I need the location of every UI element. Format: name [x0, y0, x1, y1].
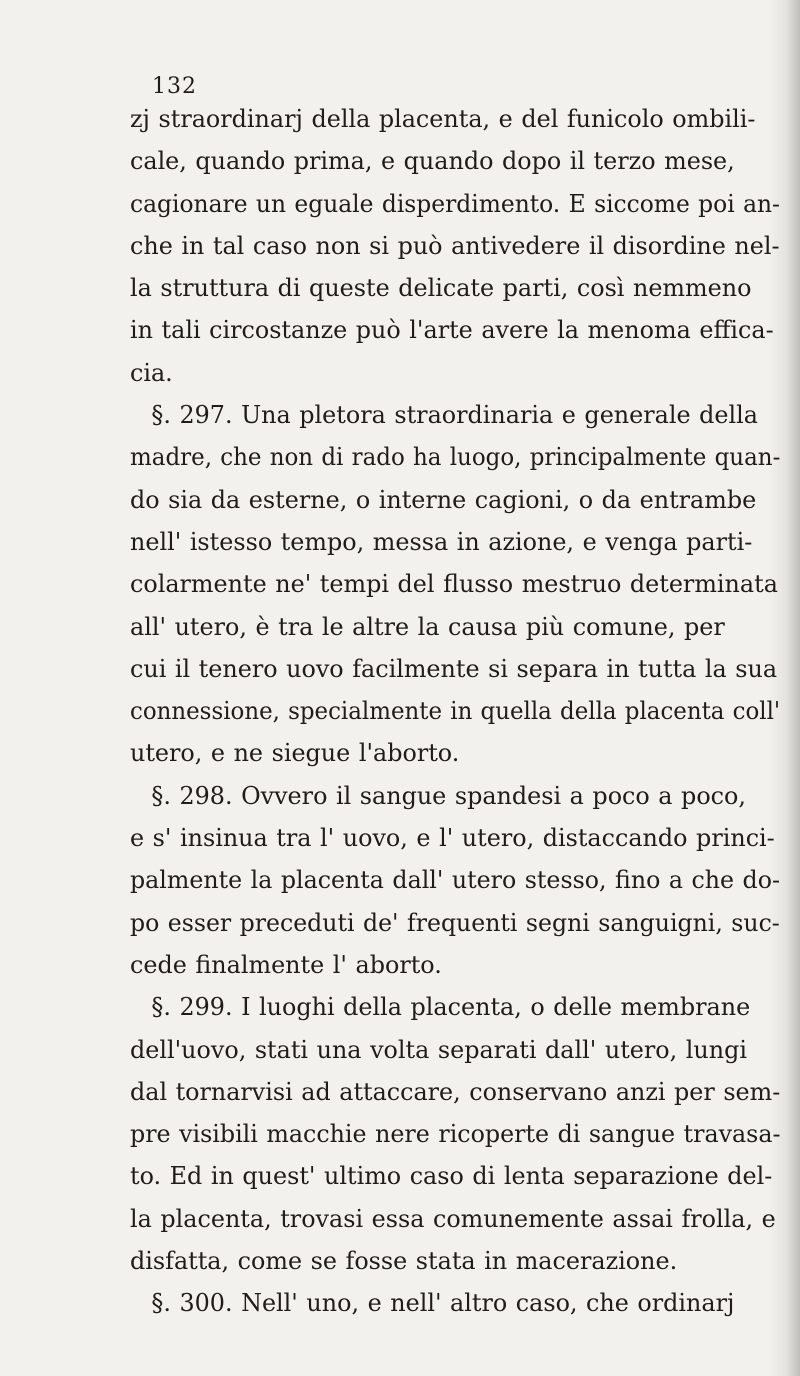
text-line: in tali circostanze può l'arte avere la menoma effica- [130, 315, 774, 345]
text-line: po esser preceduti de' frequenti segni sanguigni, suc- [130, 907, 780, 937]
paragraph-start-line: §. 297. Una pletora straordinaria e generale della [151, 400, 758, 430]
paragraph-start-line: §. 299. I luoghi della placenta, o delle membrane [151, 992, 751, 1022]
text-line: la placenta, trovasi essa comunemente assai frolla, e [130, 1203, 776, 1233]
text-line: dal tornarvisi ad attaccare, conservano anzi per sem- [130, 1076, 781, 1106]
text-line: pre visibili macchie nere ricoperte di sangue travasa- [130, 1119, 781, 1149]
page-number: 132 [152, 74, 197, 99]
text-line: cale, quando prima, e quando dopo il terzo mese, [130, 146, 735, 176]
text-line: madre, che non di rado ha luogo, principalmente quan- [130, 442, 781, 472]
text-line: palmente la placenta dall' utero stesso, fino a che do- [130, 865, 780, 895]
text-line: colarmente ne' tempi del flusso mestruo determinata [130, 569, 778, 599]
text-line: e s' insinua tra l' uovo, e l' utero, distaccando princi- [130, 823, 775, 853]
text-line: connessione, specialmente in quella della placenta coll' [130, 696, 781, 726]
paragraph-start-line: §. 300. Nell' uno, e nell' altro caso, che ordinarj [151, 1288, 735, 1318]
text-line: to. Ed in quest' ultimo caso di lenta separazione del- [130, 1161, 773, 1191]
text-line: all' utero, è tra le altre la causa più comune, per [130, 611, 725, 641]
text-line: utero, e ne siegue l'aborto. [130, 738, 460, 768]
text-line: cia. [130, 357, 173, 387]
body-text [130, 98, 798, 1325]
text-line: cagionare un eguale disperdimento. E siccome poi an- [130, 188, 780, 218]
text-line: zj straordinarj della placenta, e del funicolo ombili- [130, 104, 756, 133]
text-line: la struttura di queste delicate parti, così nemmeno [130, 273, 752, 303]
text-line: cui il tenero uovo facilmente si separa in tutta la sua [130, 653, 778, 683]
paragraph-start-line: §. 298. Ovvero il sangue spandesi a poco a poco, [151, 780, 746, 810]
text-line: che in tal caso non si può antivedere il disordine nel- [130, 230, 780, 260]
text-line: nell' istesso tempo, messa in azione, e venga parti- [130, 526, 753, 556]
text-line: disfatta, come se fosse stata in macerazione. [130, 1246, 678, 1276]
text-line: dell'uovo, stati una volta separati dall' utero, lungi [130, 1034, 747, 1064]
text-line: cede finalmente l' aborto. [130, 949, 442, 979]
text-line: do sia da esterne, o interne cagioni, o da entrambe [130, 484, 757, 514]
